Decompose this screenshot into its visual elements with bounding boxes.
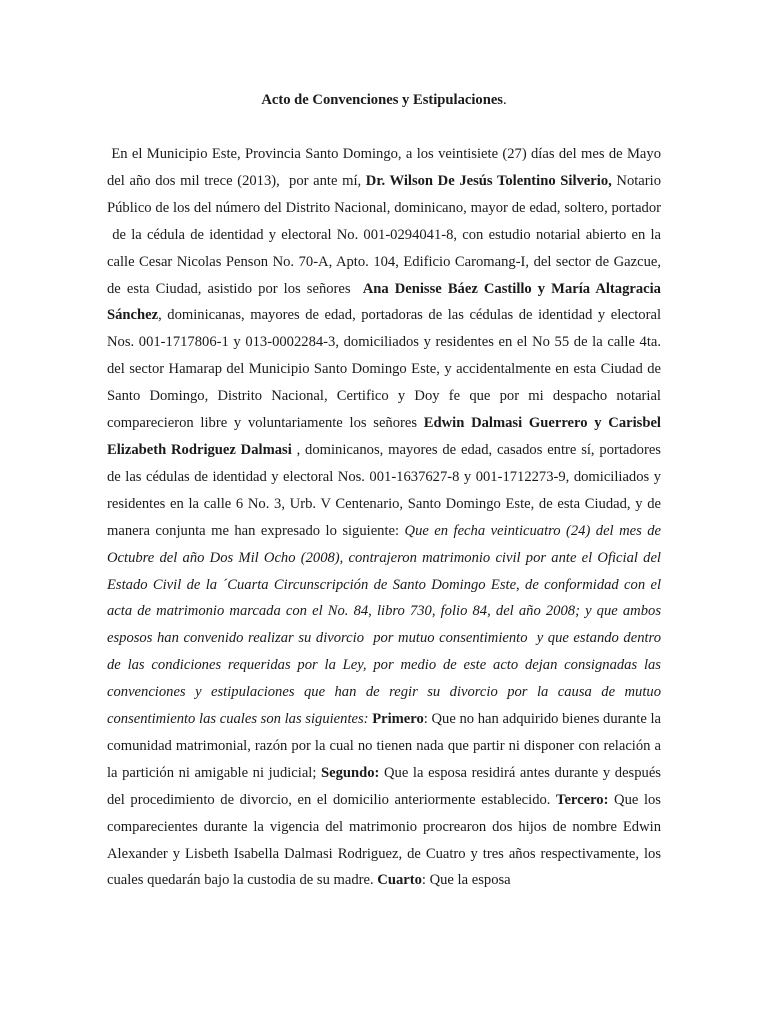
party-details: , dominicanos, mayores de edad, casados entre sí, portadores de las cédulas de identidad y electoral Nos. 001-1637627-8 y 001-1712273-9, domiciliados y residentes en la calle 6 No. 3, Urb. V Centenario, Santo Domingo Este, de esta Ciudad, y de manera conjunta me han expresado lo siguiente: bbox=[107, 441, 661, 539]
body-paragraph bbox=[107, 141, 661, 894]
witness-names: Ana Denisse Báez Castillo y María Altagracia Sánchez bbox=[107, 280, 661, 324]
party-names: Edwin Dalmasi Guerrero y Carisbel Elizabeth Rodriguez Dalmasi bbox=[107, 415, 661, 458]
clause-segundo-label: Segundo: bbox=[321, 764, 380, 781]
clause-cuarto-text: : Que la esposa bbox=[421, 872, 511, 889]
clause-cuarto-label: Cuarto bbox=[377, 872, 422, 889]
notary-name: Dr. Wilson De Jesús Tolentino Silverio, bbox=[365, 172, 612, 189]
clause-primero-label: Primero bbox=[372, 711, 424, 728]
clause-tercero-label: Tercero: bbox=[556, 791, 609, 808]
title-text: Acto de Convenciones y Estipulaciones bbox=[261, 92, 503, 108]
title-period: . bbox=[502, 92, 507, 108]
clause-tercero-text: Que los comparecientes durante la vigencia del matrimonio procrearon dos hijos de nombre Edwin Alexander y Lisbeth Isabella Dalmasi Rodriguez, de Cuatro y tres años respectivamente, los cuales quedarán bajo la custodia de su madre. bbox=[107, 791, 661, 889]
marriage-statement: Que en fecha veinticuatro (24) del mes de Octubre del año Dos Mil Ocho (2008), contrajeron matrimonio civil por ante el Oficial del Estado Civil de la ´Cuarta Circunscripción de Santo Domingo Este, de conformidad con el acta de matrimonio marcada con el No. 84, libro 730, folio 84, del año 2008; y que ambos esposos han convenido realizar su divorcio por mutuo consentimiento y que estando dentro de las condiciones requeridas por la Ley, por medio de este acto dejan consignadas las convenciones y estipulaciones que han de regir su divorcio por la causa de mutuo consentimiento las cuales son las siguientes: bbox=[107, 522, 661, 728]
witness-details: , dominicanas, mayores de edad, portadoras de las cédulas de identidad y electoral Nos. 001-1717806-1 y 013-0002284-3, domiciliados y residentes en el No 55 de la calle 4ta. del sector Hamarap del Municipio Santo Domingo Este, y accidentalmente en esta Ciudad de Santo Domingo, Distrito Nacional, Certifico y Doy fe que por mi despacho notarial comparecieron libre y voluntariamente los señores bbox=[107, 307, 661, 432]
notary-details: Notario Público de los del número del Distrito Nacional, dominicano, mayor de edad, soltero, portador de la cédula de identidad y electoral No. 001-0294041-8, con estudio notarial abierto en la calle Cesar Nicolas Penson No. 70-A, Apto. 104, Edificio Caromang-I, del sector de Gazcue, de esta Ciudad, asistido por los señores bbox=[107, 172, 661, 297]
clause-primero-text: : Que no han adquirido bienes durante la comunidad matrimonial, razón por la cual no tienen nada que partir ni disponer con relación a la partición ni amigable ni judicial; bbox=[107, 711, 661, 781]
document-title bbox=[107, 87, 661, 114]
intro-text: En el Municipio Este, Provincia Santo Domingo, a los veintisiete (27) días del mes de Mayo del año dos mil trece (2013), por ante mí, bbox=[107, 146, 661, 189]
clause-segundo-text: Que la esposa residirá antes durante y después del procedimiento de divorcio, en el domicilio anteriormente establecido. bbox=[107, 764, 661, 808]
